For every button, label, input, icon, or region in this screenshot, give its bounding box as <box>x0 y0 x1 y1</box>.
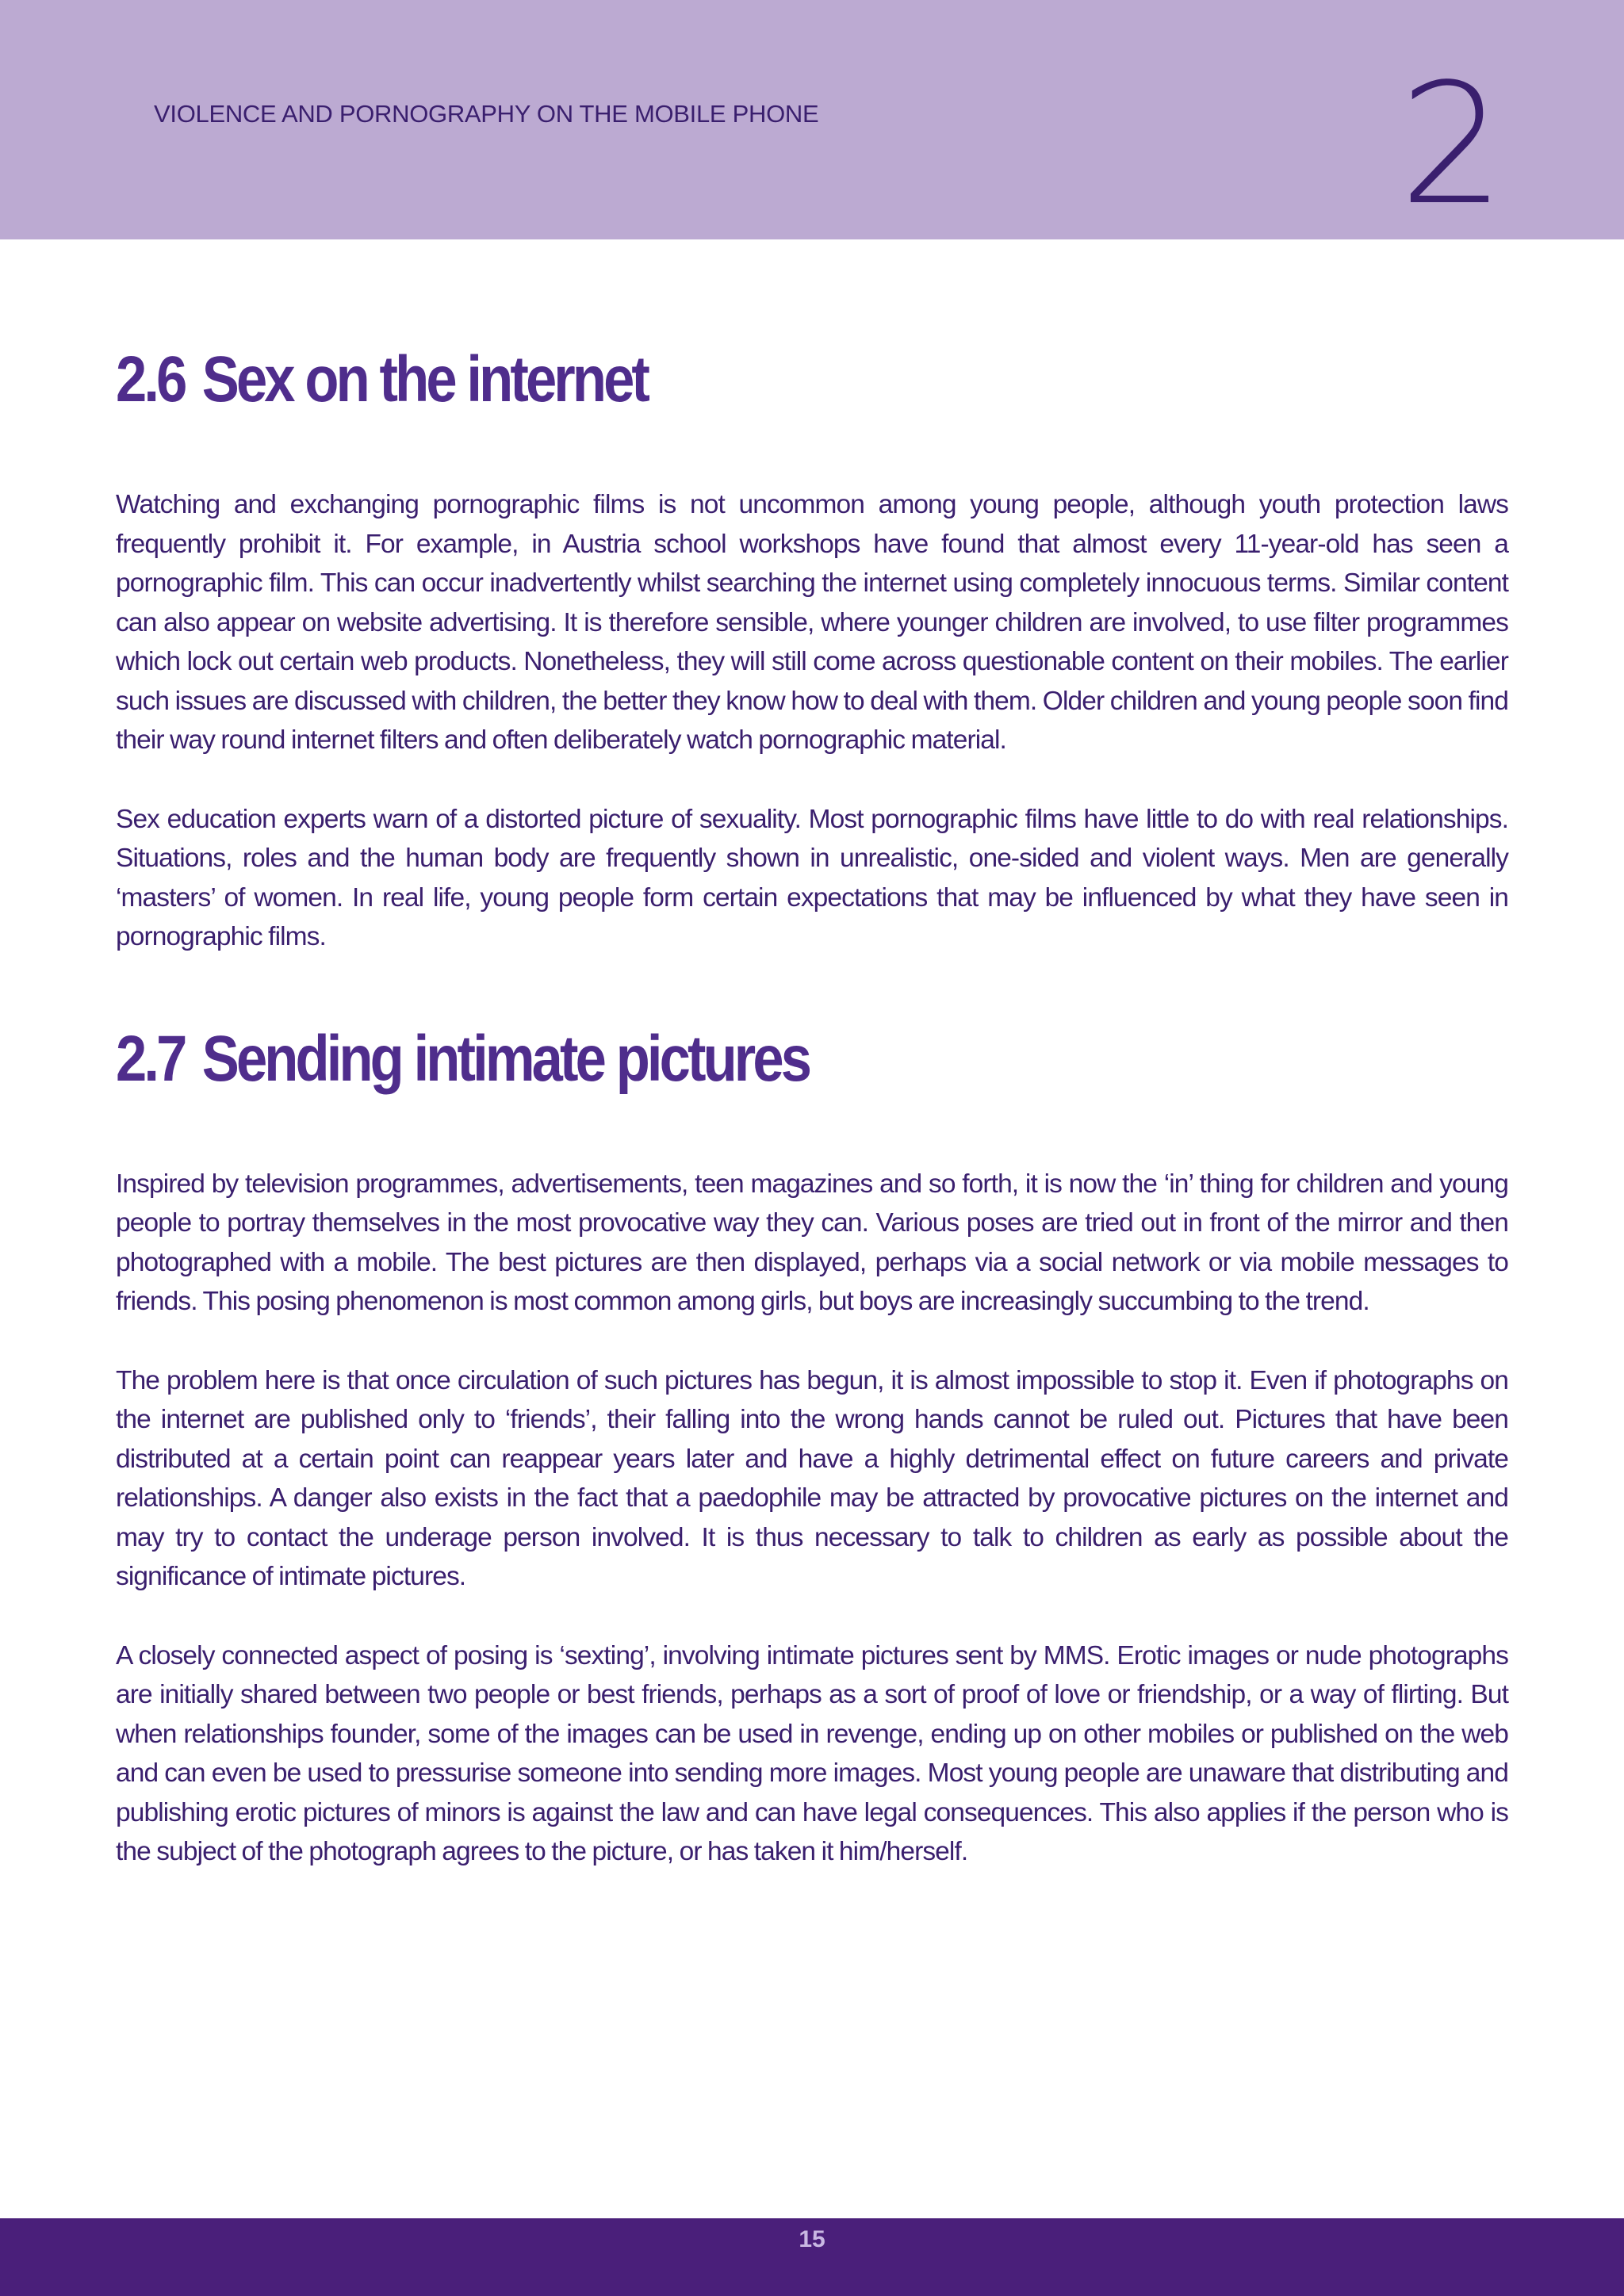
paragraph: A closely connected aspect of posing is ‘sexting’, involving intimate pictures sent by MMS. Erotic images or nude photographs are initially shared between two people or best friends, perhaps as a sort of proof of love or friendship, or a way of flirting. But when relationships founder, some of the images can be used in revenge, ending up on other mobiles or published on the web and can even be used to pressurise someone into sending more images. Most young people are unaware that distributing and publishing erotic pictures of minors is against the law and can have legal consequences. This also applies if the person who is the subject of the photograph agrees to the picture, or has taken it him/herself. <box>116 1640 1508 1866</box>
running-title: VIOLENCE AND PORNOGRAPHY ON THE MOBILE PHONE <box>154 100 819 128</box>
section-number: 2.6 <box>116 343 185 415</box>
section-heading <box>116 333 1313 427</box>
section-sex-on-the-internet <box>116 333 1508 957</box>
section-title: Sending intimate pictures <box>201 1022 810 1095</box>
section-number: 2.7 <box>116 1022 185 1095</box>
paragraph: Sex education experts warn of a distorted picture of sexuality. Most pornographic films have little to do with real relationships. Situations, roles and the human body are frequently shown in unrealistic, one-sided and violent ways. Men are generally ‘masters’ of women. In real life, young people form certain expectations that may be influenced by what they have seen in pornographic films. <box>116 804 1508 951</box>
section-title: Sex on the internet <box>201 343 648 415</box>
paragraph: Inspired by television programmes, advertisements, teen magazines and so forth, it is now the ‘in’ thing for children and young people to portray themselves in the most provocative way they can. Various poses are tried out in front of the mirror and then photographed with a mobile. The best pictures are then displayed, perhaps via a social network or via mobile messages to friends. This posing phenomenon is most common among girls, but boys are increasingly succumbing to the trend. <box>116 1169 1508 1316</box>
chapter-number: 2 <box>1399 48 1505 242</box>
page-number: 15 <box>799 2226 825 2252</box>
section-heading <box>116 1012 1313 1106</box>
paragraph: Watching and exchanging pornographic films is not uncommon among young people, although youth protection laws frequently prohibit it. For example, in Austria school workshops have found that almost every 11-year-old has seen a pornographic film. This can occur inadvertently whilst searching the internet using completely innocuous terms. Similar content can also appear on website advertising. It is therefore sensible, where younger children are involved, to use filter programmes which lock out certain web products. Nonetheless, they will still come across questionable content on their mobiles. The earlier such issues are discussed with children, the better they know how to deal with them. Older children and young people soon find their way round internet filters and often deliberately watch pornographic material. <box>116 490 1508 755</box>
page-content <box>116 333 1508 1872</box>
section-sending-intimate-pictures <box>116 1012 1508 1872</box>
paragraph: The problem here is that once circulation of such pictures has begun, it is almost impossible to stop it. Even if photographs on the internet are published only to ‘friends’, their falling into the wrong hands cannot be ruled out. Pictures that have been distributed at a certain point can reappear years later and have a highly detrimental effect on future careers and private relationships. A danger also exists in the fact that a paedophile may be attracted by provocative pictures on the internet and may try to contact the underage person involved. It is thus necessary to talk to children as early as possible about the significance of intimate pictures. <box>116 1365 1508 1591</box>
